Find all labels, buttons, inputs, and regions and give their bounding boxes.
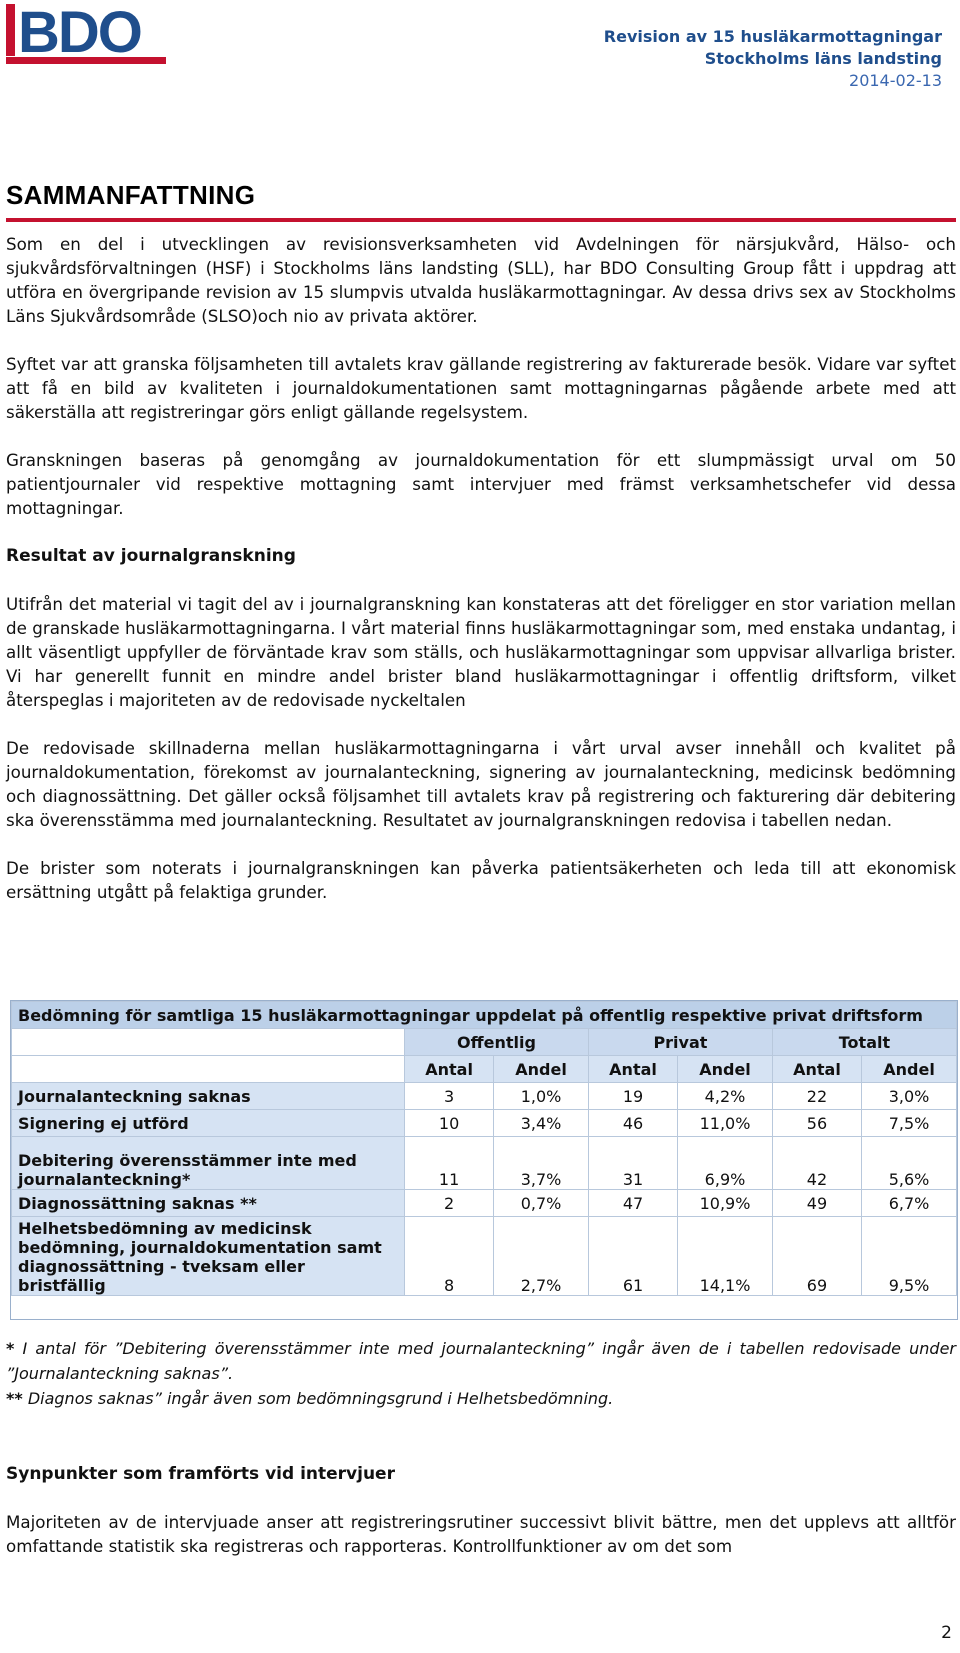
table-group-header: Privat [588, 1029, 772, 1056]
table-footnotes [6, 1336, 956, 1411]
table-cell: 3 [405, 1083, 494, 1110]
svg-text:BDO: BDO [18, 4, 141, 65]
table-cell: 46 [588, 1110, 677, 1137]
table-cell: 9,5% [862, 1217, 957, 1296]
page-number: 2 [941, 1623, 952, 1643]
table-cell: 1,0% [494, 1083, 589, 1110]
table-cell: 3,0% [862, 1083, 957, 1110]
table-cell: 0,7% [494, 1190, 589, 1217]
table-row [12, 1217, 957, 1296]
table-row [12, 1083, 957, 1110]
paragraph: Majoriteten av de intervjuade anser att registreringsrutiner successivt blivit bättre, men det upplevs att alltför omfattande statistik ska registreras och rapporteras. Kontrollfunktioner av om det som [6, 1512, 956, 1556]
table-cell: 19 [588, 1083, 677, 1110]
table-cell: 42 [772, 1137, 861, 1190]
paragraph: De brister som noterats i journalgranskningen kan påverka patientsäkerheten och leda till att ekonomisk ersättning utgått på felaktiga grunder. [6, 858, 956, 902]
paragraph: De redovisade skillnaderna mellan husläkarmottagningarna i vårt urval avser innehåll och kvalitet på journaldokumentation, förekomst av journalanteckning, signering av journalanteckning, medicinsk bedömning och diagnossättning. Det gäller också följsamhet till avtalets krav på registrering och fakturering där debitering ska överensstämma med journalanteckning. Resultatet av journalgranskningen redovisa i tabellen nedan. [6, 738, 956, 830]
table-cell: 8 [405, 1217, 494, 1296]
table-corner [12, 1056, 405, 1083]
document-header [604, 26, 942, 92]
row-label: Debitering överensstämmer inte med journalanteckning* [12, 1137, 405, 1190]
table-row [12, 1110, 957, 1137]
table-subheader: Andel [862, 1056, 957, 1083]
footnote-mark: ** [6, 1389, 23, 1408]
header-line2: Stockholms läns landsting [704, 49, 942, 68]
table-cell: 4,2% [678, 1083, 773, 1110]
table-subheader: Antal [405, 1056, 494, 1083]
interview-section [6, 1462, 956, 1582]
table-cell: 3,4% [494, 1110, 589, 1137]
intro-section [6, 232, 956, 928]
table-subheader: Andel [494, 1056, 589, 1083]
table-cell: 47 [588, 1190, 677, 1217]
footnote [6, 1336, 956, 1386]
section-heading: Synpunkter som framförts vid intervjuer [6, 1464, 395, 1484]
paragraph: Syftet var att granska följsamheten till avtalets krav gällande registrering av fakturerade besök. Vidare var syftet att få en bild av kvaliteten i journaldokumentationen samt mottagningarnas pågående arbete med att säkerställa att registreringar görs enligt gällande regelsystem. [6, 354, 956, 422]
row-label: Signering ej utförd [12, 1110, 405, 1137]
results-table [11, 1001, 957, 1296]
table-cell: 56 [772, 1110, 861, 1137]
header-date: 2014-02-13 [849, 71, 942, 90]
table-corner [12, 1029, 405, 1056]
table-cell: 6,7% [862, 1190, 957, 1217]
table-subheader: Andel [678, 1056, 773, 1083]
table-cell: 61 [588, 1217, 677, 1296]
results-table-container [10, 1000, 958, 1320]
footnote-text: I antal för ”Debitering överensstämmer inte med journalanteckning” ingår även de i tabellen redovisade under ”Journalanteckning saknas”. [6, 1339, 956, 1383]
footnote-mark: * [6, 1339, 15, 1358]
table-title: Bedömning för samtliga 15 husläkarmottagningar uppdelat på offentlig respektive privat driftsform [12, 1002, 957, 1029]
page-title: SAMMANFATTNING [6, 180, 256, 210]
row-label: Journalanteckning saknas [12, 1083, 405, 1110]
table-cell: 11,0% [678, 1110, 773, 1137]
paragraph: Granskningen baseras på genomgång av journaldokumentation för ett slumpmässigt urval om 50 patientjournaler vid respektive mottagning samt intervjuer med främst verksamhetschefer vid dessa mottagningar. [6, 450, 956, 518]
table-cell: 49 [772, 1190, 861, 1217]
table-row [12, 1190, 957, 1217]
table-cell: 14,1% [678, 1217, 773, 1296]
title-rule [6, 218, 956, 222]
footnote-text: Diagnos saknas” ingår även som bedömningsgrund i Helhetsbedömning. [22, 1389, 614, 1408]
section-heading: Resultat av journalgranskning [6, 546, 296, 566]
table-cell: 2 [405, 1190, 494, 1217]
table-cell: 2,7% [494, 1217, 589, 1296]
table-cell: 5,6% [862, 1137, 957, 1190]
paragraph: Utifrån det material vi tagit del av i journalgranskning kan konstateras att det föreligger en stor variation mellan de granskade husläkarmottagningarna. I vårt material finns husläkarmottagningar som, med enstaka undantag, i allt väsentligt uppfyller de förväntade krav som ställs, och husläkarmottagningar som uppvisar allvarliga brister. Vi har generellt funnit en mindre andel brister bland husläkarmottagningar i offentlig driftsform, vilket återspeglas i majoriteten av de redovisade nyckeltalen [6, 594, 956, 710]
table-cell: 10 [405, 1110, 494, 1137]
table-cell: 69 [772, 1217, 861, 1296]
footnote [6, 1386, 956, 1411]
table-subheader: Antal [772, 1056, 861, 1083]
row-label: Diagnossättning saknas ** [12, 1190, 405, 1217]
table-cell: 7,5% [862, 1110, 957, 1137]
bdo-logo [6, 4, 168, 66]
table-cell: 3,7% [494, 1137, 589, 1190]
table-subheader: Antal [588, 1056, 677, 1083]
row-label: Helhetsbedömning av medicinsk bedömning, journaldokumentation samt diagnossättning - tveksam eller bristfällig [12, 1217, 405, 1296]
table-row [12, 1137, 957, 1190]
header-line1: Revision av 15 husläkarmottagningar [603, 27, 942, 46]
table-group-header: Totalt [772, 1029, 956, 1056]
paragraph: Som en del i utvecklingen av revisionsverksamheten vid Avdelningen för närsjukvård, Hälso- och sjukvårdsförvaltningen (HSF) i Stockholms läns landsting (SLL), har BDO Consulting Group fått i uppdrag att utföra en övergripande revision av 15 slumpvis utvalda husläkarmottagningar. Av dessa drivs sex av Stockholms Läns Sjukvårdsområde (SLSO)och nio av privata aktörer. [6, 234, 956, 326]
table-cell: 22 [772, 1083, 861, 1110]
table-group-header: Offentlig [405, 1029, 589, 1056]
table-cell: 6,9% [678, 1137, 773, 1190]
table-cell: 10,9% [678, 1190, 773, 1217]
table-cell: 31 [588, 1137, 677, 1190]
table-cell: 11 [405, 1137, 494, 1190]
